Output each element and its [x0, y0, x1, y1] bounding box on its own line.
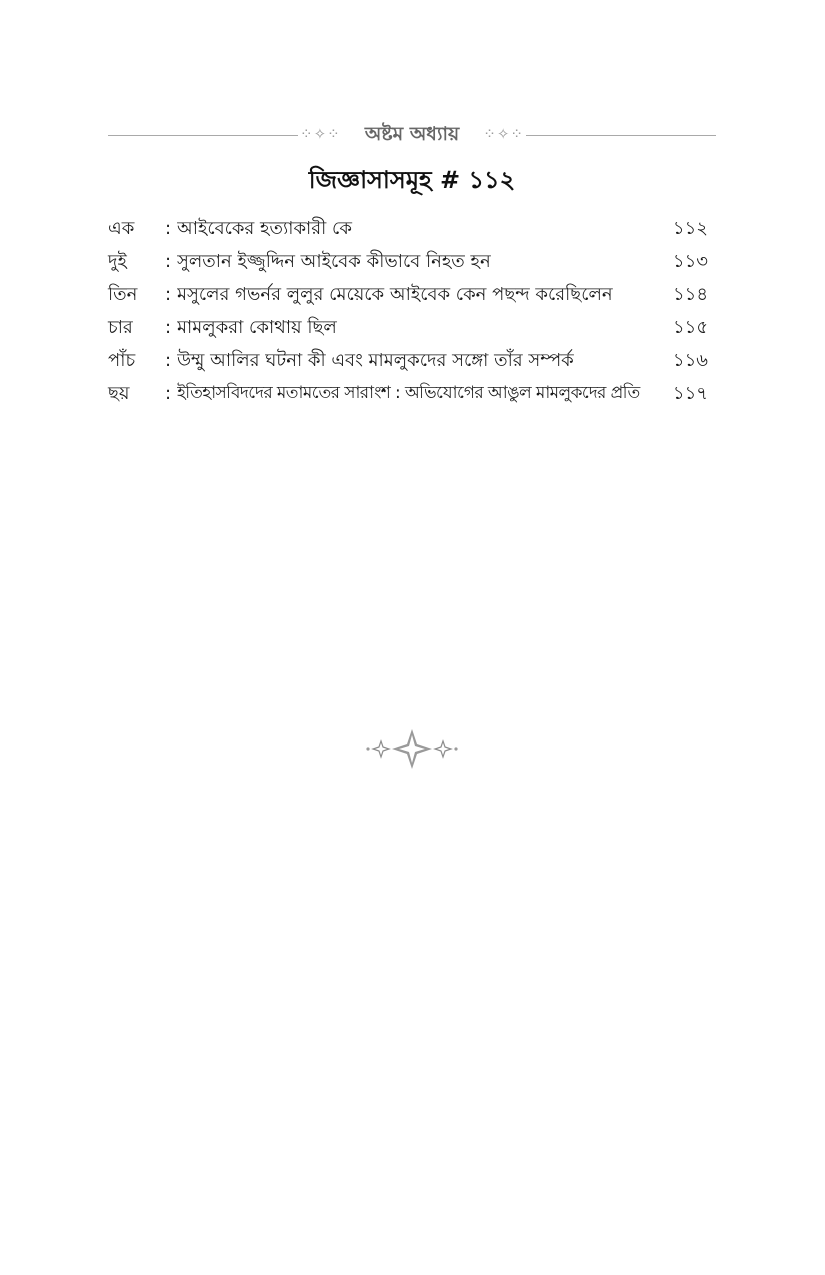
- toc-colon: :: [165, 383, 172, 404]
- toc-colon: :: [165, 350, 172, 371]
- toc-number: ছয়: [108, 383, 130, 404]
- toc-page-number: ১১৩: [672, 251, 708, 272]
- toc-row[interactable]: [108, 212, 708, 245]
- table-of-contents: [108, 212, 708, 410]
- toc-row[interactable]: [108, 344, 708, 377]
- toc-page-number: ১১৪: [672, 284, 708, 305]
- toc-number: পাঁচ: [108, 350, 136, 371]
- toc-title: মামলুকরা কোথায় ছিল: [177, 317, 337, 338]
- toc-colon: :: [165, 251, 172, 272]
- toc-page-number: ১১৬: [672, 350, 708, 371]
- toc-title: মসুলের গভর্নর লুলুর মেয়েকে আইবেক কেন পছন্দ করেছিলেন: [177, 284, 613, 305]
- ornament-left-icon: ⁘✧⁘: [300, 125, 341, 143]
- toc-colon: :: [165, 284, 172, 305]
- toc-colon: :: [165, 218, 172, 239]
- toc-title: সুলতান ইজ্জুদ্দিন আইবেক কীভাবে নিহত হন: [177, 251, 491, 272]
- toc-row[interactable]: [108, 377, 708, 410]
- chapter-header: [108, 120, 716, 150]
- toc-title: উম্মু আলির ঘটনা কী এবং মামলুকদের সঙ্গো তাঁর সম্পর্ক: [177, 350, 574, 371]
- ornament-right-icon: ⁘✧⁘: [483, 125, 524, 143]
- chapter-title: অষ্টম অধ্যায়: [364, 123, 460, 145]
- end-ornament-icon: [362, 724, 462, 774]
- toc-number: তিন: [108, 284, 138, 305]
- section-title: জিজ্ঞাসাসমূহ # ১১২: [308, 166, 516, 194]
- header-rule-right: [526, 135, 716, 136]
- toc-page-number: ১১৭: [672, 383, 708, 404]
- toc-title: ইতিহাসবিদদের মতামতের সারাংশ : অভিযোগের আঙুল মামলুকদের প্রতি: [177, 383, 640, 403]
- toc-number: দুই: [108, 251, 127, 272]
- toc-number: চার: [108, 317, 133, 338]
- toc-page-number: ১১২: [672, 218, 708, 239]
- toc-title: আইবেকের হত্যাকারী কে: [177, 218, 352, 239]
- toc-row[interactable]: [108, 278, 708, 311]
- toc-colon: :: [165, 317, 172, 338]
- toc-row[interactable]: [108, 245, 708, 278]
- toc-number: এক: [108, 218, 135, 239]
- toc-page-number: ১১৫: [672, 317, 708, 338]
- toc-row[interactable]: [108, 311, 708, 344]
